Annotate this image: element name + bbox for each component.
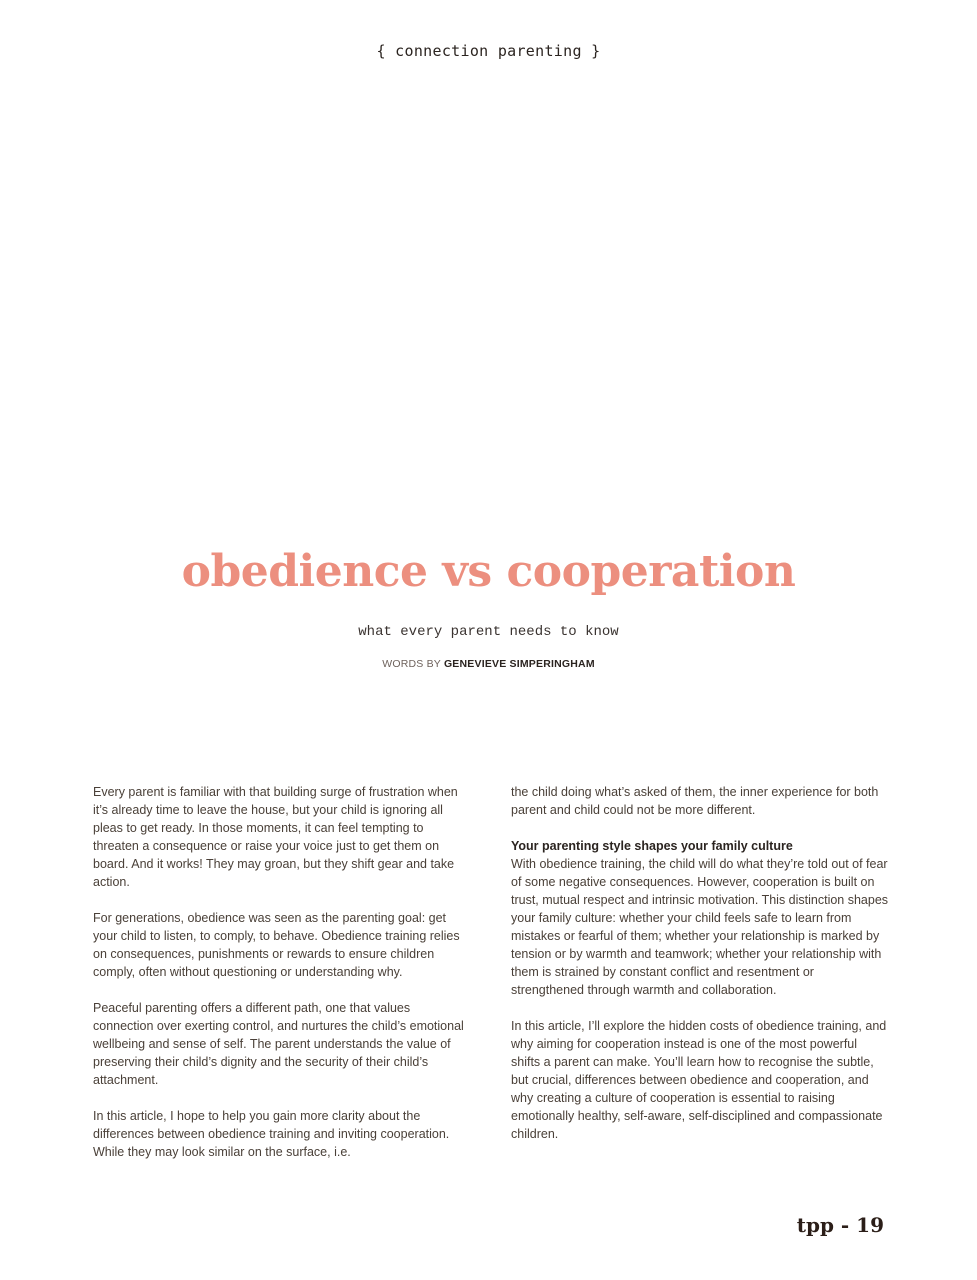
right-column bbox=[511, 783, 889, 1161]
section-label: { connection parenting } bbox=[376, 42, 601, 60]
body-paragraph: Peaceful parenting offers a different path, one that values connection over exerting control, and nurtures the child’s emotional wellbeing and sense of self. The parent understands the value of preserving their child’s dignity and the security of their child’s attachment. bbox=[93, 1001, 464, 1087]
byline-author: GENEVIEVE SIMPERINGHAM bbox=[443, 658, 595, 670]
page-number: tpp - 19 bbox=[796, 1213, 884, 1237]
article-headline: obedience vs cooperation bbox=[181, 546, 796, 597]
body-paragraph: With obedience training, the child will do what they’re told out of fear of some negative consequences. However, cooperation is built on trust, mutual respect and intrinsic motivation. This distinction shapes your family culture: whether your child feels safe to learn from mistakes or fearful of them; whether your relationship is marked by tension or by warmth and teamwork; whether your relationship with them is strained by constant conflict and resentment or strengthened through warmth and collaboration. bbox=[511, 857, 889, 997]
body-paragraph: For generations, obedience was seen as the parenting goal: get your child to listen, to comply, to behave. Obedience training relies on consequences, punishments or rewards to ensure children comply, often without questioning or understanding why. bbox=[93, 911, 460, 979]
article-subtitle: what every parent needs to know bbox=[358, 624, 619, 640]
body-paragraph: In this article, I’ll explore the hidden costs of obedience training, and why aiming for cooperation instead is one of the most powerful shifts a parent can make. You’ll learn how to recognise the subtle, but crucial, differences between obedience and cooperation, and why creating a culture of cooperation is essential to raising emotionally healthy, self-aware, self-disciplined and compassionate children. bbox=[511, 1019, 887, 1141]
left-column bbox=[93, 783, 471, 1179]
byline bbox=[0, 658, 977, 670]
body-paragraph: the child doing what’s asked of them, the inner experience for both parent and child could not be more different. bbox=[511, 785, 879, 817]
byline-prefix: WORDS BY bbox=[382, 658, 441, 670]
body-paragraph: Every parent is familiar with that building surge of frustration when it’s already time to leave the house, but your child is ignoring all pleas to get ready. In those moments, it can feel tempting to threaten a consequence or raise your voice just to get them on board. And it works! They may groan, but they shift gear and take action. bbox=[93, 785, 458, 889]
section-heading: Your parenting style shapes your family culture bbox=[511, 839, 793, 853]
body-paragraph: In this article, I hope to help you gain more clarity about the differences between obedience training and inviting cooperation. While they may look similar on the surface, i.e. bbox=[93, 1109, 450, 1159]
